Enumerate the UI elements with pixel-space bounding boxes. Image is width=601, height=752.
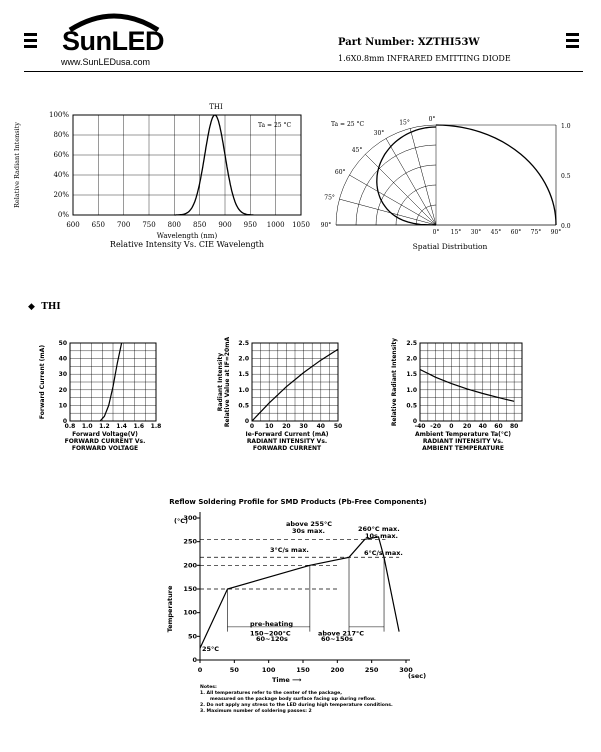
annotation: 150~200°C [250,629,291,638]
annotation: 60~120s [256,635,288,644]
spatial-annotation: Ta = 25 °C [331,121,365,128]
spectrum-ylabel: Relative Radiant Intensity [13,122,21,208]
annotation: 30s max. [292,527,325,535]
spatial-curve-right [436,125,556,225]
x-tick-label: 150 [296,666,310,674]
y-tick-label: 50 [187,632,197,641]
reflow-title: Reflow Soldering Profile for SMD Products (Pb-Free Components) [169,498,427,506]
annotation: 3°C/s max. [270,546,309,555]
x-tick-label: 0 [197,666,203,674]
y-tick-label: 40% [53,171,69,179]
annotation: 60~150s [321,635,353,644]
y-tick-label: 0.5 [406,402,417,410]
angle-label: 45° [351,147,363,155]
spectrum-annotation: Ta = 25 °C [258,122,292,129]
note-line: 2. Do not apply any stress to the LED during high temperature conditions. [200,703,393,708]
y-tick-label: 300 [183,514,197,522]
spectrum-curve [174,115,253,215]
x-tick-label: 1.4 [116,423,127,430]
x-tick-label: 10 [265,423,274,430]
angle-label: 30° [373,130,385,138]
x-tick-label: 700 [116,221,131,229]
y-tick-label: 0% [57,211,69,219]
x-axis-label: Ie-Forward Current (mA) [245,431,329,438]
spectrum-xlabel: Wavelength (nm) [156,232,218,240]
x-tick-label: 1.2 [99,423,110,430]
annotation: 25°C [202,645,220,654]
x-tick-label: 40 [316,423,325,430]
y-axis-label: Relative Value at IF=20mA [224,336,231,428]
x-tick-label: 800 [167,221,182,229]
x-tick-label: 250 [364,666,379,674]
spectrum-title: THI [209,103,223,111]
radial-label: 1.0 [561,123,571,130]
brand-logo: SunLED [62,26,164,56]
bottom-label: 60° [510,229,522,236]
x-tick-label: 300 [399,666,413,674]
x-tick-label: 1.6 [133,423,145,430]
y-axis-label: Relative Radiant Intensity [391,337,398,427]
x-tick-label: 1.0 [81,423,93,430]
x-axis-label: Forward Voltage(V) [72,431,138,438]
x-tick-label: 40 [478,423,487,430]
annotation: 6°C/s max. [364,548,403,557]
x-tick-label: -40 [414,423,426,430]
x-tick-label: 100 [261,666,276,674]
y-tick-label: 1.0 [238,386,249,394]
x-tick-label: 200 [330,666,345,674]
x-tick-label: 950 [243,221,258,229]
annotation: 10s max. [365,532,398,540]
bottom-label: 75° [530,229,542,236]
spectrum-chart [0,100,320,260]
chart-caption: RADIANT INTENSITY Vs. [246,438,328,445]
y-tick-label: 100 [183,608,197,617]
spectrum-caption: Relative Intensity Vs. CIE Wavelength [109,240,265,249]
y-tick-label: 250 [183,537,197,546]
ambient-temp-chart [392,335,532,465]
part-number: Part Number: XZTHI53W [338,37,480,48]
annotation: above 217°C [318,629,365,638]
polar-spoke [349,175,436,225]
spatial-curve [377,127,436,225]
y-tick-label: 1.0 [406,386,417,394]
bottom-label: 15° [450,229,462,236]
y-tick-label: 2.5 [406,340,417,347]
x-axis-label: Ambient Temperature Ta(°C) [414,431,512,438]
forward-voltage-chart [40,335,180,465]
header-divider [24,71,583,72]
polar-spoke [410,128,436,225]
y-tick-label: 0 [192,656,197,664]
x-tick-label: 0 [449,423,454,430]
bottom-label: 90° [550,229,562,236]
note-line: 3. Maximum number of soldering passes: 2 [200,709,312,714]
angle-label: 60° [334,169,346,176]
y-tick-label: 0 [244,418,249,425]
angle-label: 0° [428,116,436,123]
x-tick-label: 50 [333,423,343,430]
y-axis-label: Temperature [166,585,174,633]
menu-icon [24,33,37,51]
angle-label: 75° [324,194,335,202]
x-tick-label: 0.8 [64,423,76,430]
x-tick-label: 750 [142,221,156,229]
y-tick-label: 200 [183,561,197,570]
angle-label: 90° [320,222,332,229]
y-tick-label: 2.0 [406,355,417,363]
y-unit: (°C) [174,517,188,525]
annotation: 260°C max. [358,525,400,533]
x-tick-label: 20 [282,423,291,430]
y-tick-label: 20% [53,191,69,199]
x-tick-label: 1.8 [150,423,162,430]
bottom-label: 30° [470,229,482,236]
y-tick-label: 0.5 [238,402,249,410]
polar-spoke [339,199,436,225]
x-tick-label: 600 [66,221,80,229]
chart-caption: FORWARD CURRENT [252,445,322,452]
x-tick-label: 30 [299,423,308,430]
y-tick-label: 0 [412,418,417,425]
polar-spoke [386,138,436,225]
polar-spoke [365,154,436,225]
y-tick-label: 10 [58,402,67,410]
annotation: pre-heating [250,619,294,628]
y-tick-label: 80% [53,131,69,139]
part-description: 1.6X0.8mm INFRARED EMITTING DIODE [338,54,511,63]
x-tick-label: 900 [218,221,232,229]
x-tick-label: 20 [462,423,472,430]
y-tick-label: 1.5 [406,371,417,379]
x-tick-label: 0 [249,423,255,430]
y-tick-label: 1.5 [238,371,249,379]
chart-caption: AMBIENT TEMPERATURE [422,445,504,452]
radial-label: 0.0 [561,223,571,230]
section-label: THI [41,302,61,312]
y-tick-label: 2.0 [238,355,249,363]
y-tick-label: 150 [183,585,197,593]
bottom-label: 45° [490,229,502,236]
x-tick-label: 1000 [266,221,285,229]
spatial-chart [320,110,580,260]
section-heading: ◆ THI [28,302,61,312]
y-axis-label: Forward Current (mA) [39,344,46,420]
x-unit: (sec) [408,672,427,680]
chart-caption: FORWARD VOLTAGE [71,445,139,452]
radial-label: 0.5 [561,173,571,180]
angle-label: 15° [399,119,410,127]
y-axis-label: Radiant Intensity [217,352,224,412]
x-tick-label: 80 [509,423,519,430]
forward-current-chart [218,335,358,465]
y-tick-label: 20 [58,386,67,394]
note-line: measured on the package body surface facing up during reflow. [210,697,376,702]
y-tick-label: 0 [62,418,67,425]
y-tick-label: 30 [58,371,67,379]
y-tick-label: 100% [48,111,69,119]
spatial-caption: Spatial Distribution [412,242,488,251]
note-line: 1. All temperatures refer to the center of the package, [200,691,343,696]
chart-caption: FORWARD CURRENT Vs. [64,438,146,445]
x-tick-label: 50 [229,666,239,674]
reflow-chart [160,492,450,724]
y-tick-label: 60% [53,151,69,159]
annotation: above 255°C [286,520,333,528]
chart-caption: RADIANT INTENSITY Vs. [422,438,504,445]
bottom-label: 0° [432,229,440,236]
x-tick-label: 60 [494,423,503,430]
menu-icon [566,33,579,51]
note-line: Notes: [200,685,217,690]
y-tick-label: 50 [58,340,67,347]
brand-url[interactable]: www.SunLEDusa.com [61,57,151,67]
x-tick-label: -20 [430,423,442,430]
y-tick-label: 40 [58,355,67,363]
y-tick-label: 2.5 [238,340,249,347]
x-tick-label: 650 [91,221,106,229]
x-axis-label: Time ⟶ [272,676,302,684]
x-tick-label: 850 [192,221,207,229]
x-tick-label: 1050 [292,221,310,229]
